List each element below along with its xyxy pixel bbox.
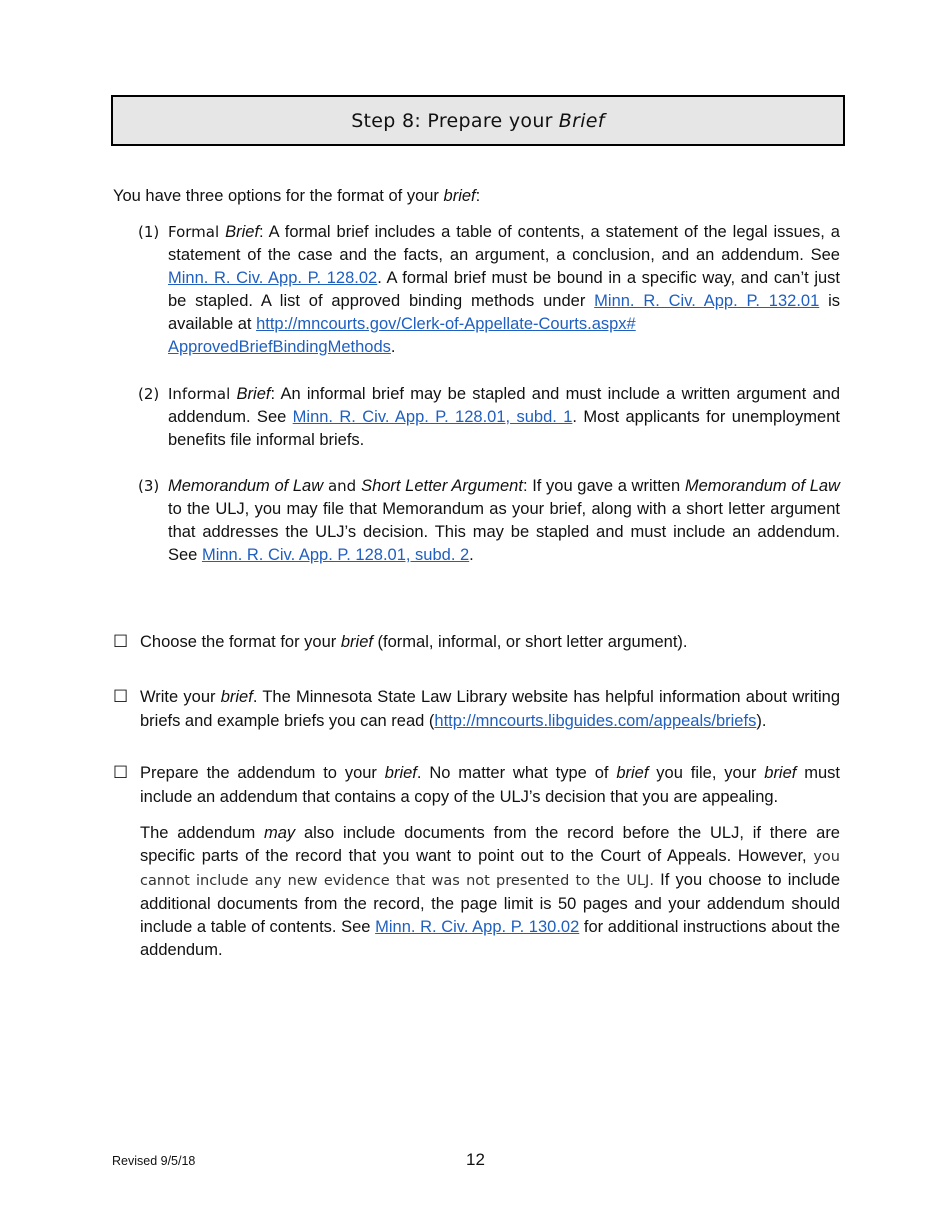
checklist-body xyxy=(140,761,840,809)
option-formal-brief xyxy=(138,221,840,359)
option-heading-emphasis: Memorandum of Law xyxy=(168,477,324,495)
checklist-text: . No matter what type of xyxy=(416,764,617,782)
option-text: . xyxy=(469,546,474,564)
checklist-text: ). xyxy=(756,712,767,730)
option-heading: Informal xyxy=(168,385,231,403)
intro-lead: You have three options for the format of your xyxy=(113,187,439,205)
addendum-paragraph xyxy=(140,822,840,962)
checklist-text: . The Minnesota State Law Library website has helpful information about writing briefs and example briefs you can read ( xyxy=(140,688,840,730)
option-text: . xyxy=(390,338,396,356)
checklist-emphasis: brief xyxy=(220,688,253,706)
checkbox[interactable]: ☐ xyxy=(113,763,129,783)
checklist-text: must include an addendum that contains a copy of the ULJ’s decision that you are appealing. xyxy=(140,764,840,806)
option-colon: : xyxy=(270,385,276,403)
rule-128-01-subd-1-link[interactable]: Minn. R. Civ. App. P. 128.01, subd. 1 xyxy=(292,408,573,426)
option-heading-and: and xyxy=(323,477,362,495)
option-body xyxy=(168,221,840,359)
paragraph-text: also include documents from the record before the ULJ, if there are specific parts of the record that you want to point out to the Court of Appeals. However, xyxy=(140,824,840,865)
step-title-emphasis: Brief xyxy=(558,109,605,132)
option-text: to the ULJ, you may file that Memorandum as your brief, along with a short letter argument that addresses the ULJ’s decision. This may be stapled and must include an addendum. See xyxy=(168,500,840,564)
checklist-text: (formal, informal, or short letter argument). xyxy=(372,633,688,651)
option-number: (2) xyxy=(138,385,160,403)
checklist-item-choose-format xyxy=(113,630,840,654)
checklist-emphasis: brief xyxy=(764,764,797,782)
intro-text xyxy=(113,185,843,208)
paragraph-text: The addendum xyxy=(140,824,264,842)
checklist-emphasis: brief xyxy=(384,764,417,782)
option-body xyxy=(168,475,840,567)
option-heading-emphasis-2: Short Letter Argument xyxy=(361,477,523,495)
rule-128-01-subd-2-link[interactable]: Minn. R. Civ. App. P. 128.01, subd. 2 xyxy=(201,546,470,564)
checkbox[interactable]: ☐ xyxy=(113,632,129,652)
rule-132-01-link[interactable]: Minn. R. Civ. App. P. 132.01 xyxy=(594,292,820,310)
checkbox[interactable]: ☐ xyxy=(113,687,129,707)
option-text: An informal brief may be stapled and must include a written argument and addendum. See xyxy=(168,385,840,426)
checklist-text: you file, your xyxy=(648,764,765,782)
checklist-emphasis: brief xyxy=(616,764,649,782)
checklist-emphasis: brief xyxy=(340,633,373,651)
law-library-briefs-link[interactable]: http://mncourts.libguides.com/appeals/briefs xyxy=(434,712,757,730)
rule-130-02-link[interactable]: Minn. R. Civ. App. P. 130.02 xyxy=(375,918,580,936)
checklist-body xyxy=(140,630,840,654)
option-colon: : xyxy=(259,223,264,241)
option-informal-brief xyxy=(138,383,840,452)
checklist-item-prepare-addendum xyxy=(113,761,840,809)
revision-date: Revised 9/5/18 xyxy=(112,1154,196,1168)
checklist-text: Write your xyxy=(140,688,221,706)
page-number: 12 xyxy=(466,1150,485,1169)
step-title-box xyxy=(111,95,845,146)
option-colon: : xyxy=(522,477,528,495)
intro-emphasis: brief xyxy=(443,187,476,205)
paragraph-text: for additional instructions about the addendum. xyxy=(140,918,840,959)
option-heading: Formal xyxy=(168,223,220,241)
intro-suffix: : xyxy=(475,187,481,205)
option-text: is available at xyxy=(168,292,841,333)
rule-128-02-link[interactable]: Minn. R. Civ. App. P. 128.02 xyxy=(168,269,378,287)
checklist-item-write-brief xyxy=(113,685,840,733)
option-number: (1) xyxy=(138,223,160,241)
option-text: . Most applicants for unemployment benefits file informal briefs. xyxy=(168,408,840,449)
step-title-text: Step 8: Prepare your xyxy=(351,109,553,132)
option-text: If you gave a written xyxy=(527,477,685,495)
binding-methods-link-part-1[interactable]: http://mncourts.gov/Clerk-of-Appellate-Courts.aspx# xyxy=(256,315,636,333)
paragraph-text: If you choose to include additional documents from the record, the page limit is 50 pages and your addendum should include a table of contents. See xyxy=(140,871,841,936)
option-heading-emphasis: Brief xyxy=(236,385,271,403)
paragraph-warning: you cannot include any new evidence that was not presented to the ULJ. xyxy=(140,849,840,889)
option-text: . A formal brief must be bound in a specific way, and can’t just be stapled. A list of approved binding methods under xyxy=(168,269,841,310)
checklist-text: Prepare the addendum to your xyxy=(140,764,385,782)
option-heading-emphasis: Brief xyxy=(225,223,260,241)
checklist-body xyxy=(140,685,840,733)
option-text: A formal brief includes a table of contents, a statement of the legal issues, a statement of the case and the facts, an argument, a conclusion, and an addendum. See xyxy=(168,223,840,264)
option-emphasis: Memorandum of Law xyxy=(684,477,840,495)
option-number: (3) xyxy=(138,477,160,495)
option-body xyxy=(168,383,840,452)
binding-methods-link-part-2[interactable]: ApprovedBriefBindingMethods xyxy=(168,338,391,356)
paragraph-emphasis: may xyxy=(264,824,296,842)
checklist-text: Choose the format for your xyxy=(140,633,341,651)
option-memorandum xyxy=(138,475,840,567)
